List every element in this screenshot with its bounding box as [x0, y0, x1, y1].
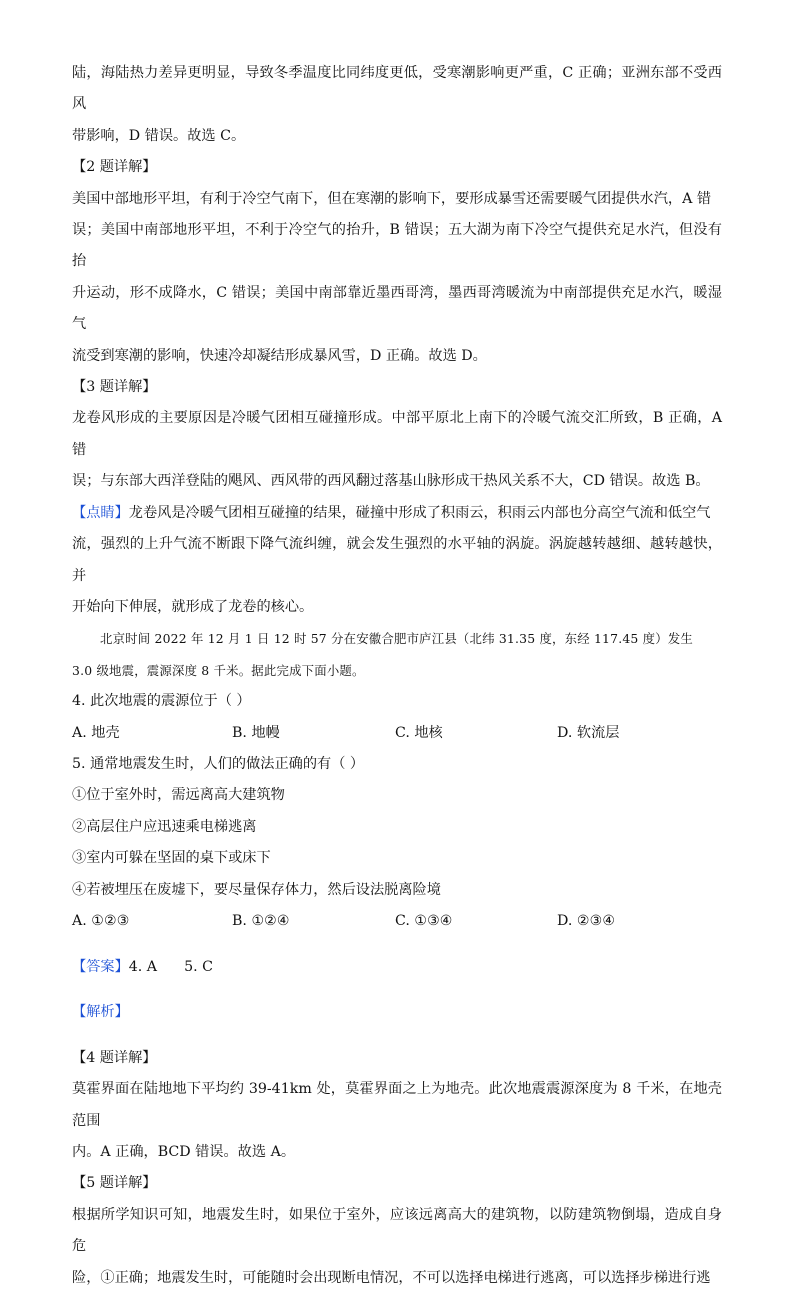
q4-option-b: B. 地幔 [232, 724, 280, 741]
text-line: 误；与东部大西洋登陆的飓风、西风带的西风翻过落基山脉形成干热风关系不大，CD 错误。故选 B。 [72, 473, 710, 490]
answer-text: 4. A 5. C [128, 958, 214, 975]
q4-detail-heading: 【4 题详解】 [72, 1049, 157, 1066]
dianjing-line [72, 498, 722, 529]
text-line: 莫霍界面在陆地地下平均约 39-41km 处，莫霍界面之上为地壳。此次地震震源深度为 8 千米，在地壳范围 [72, 1081, 722, 1129]
q5-option-c: C. ①③④ [395, 912, 453, 929]
text-line: 龙卷风形成的主要原因是冷暖气团相互碰撞形成。中部平原北上南下的冷暖气流交汇所致，B 正确，A 错 [72, 410, 722, 458]
answer-line [72, 952, 722, 983]
dianjing-label: 【点睛】 [72, 504, 129, 521]
q4-option-d: D. 软流层 [557, 724, 620, 741]
material-line: 3.0 级地震，震源深度 8 千米。据此完成下面小题。 [72, 662, 365, 678]
q4-option-a: A. 地壳 [72, 724, 120, 741]
q2-heading: 【2 题详解】 [72, 159, 157, 176]
q5-options [72, 906, 722, 937]
q4-options [72, 718, 722, 749]
text-line: 美国中部地形平坦，有利于冷空气南下，但在寒潮的影响下，要形成暴雪还需要暖气团提供水汽，A 错 [72, 190, 712, 207]
q5-detail-heading: 【5 题详解】 [72, 1175, 157, 1192]
q4-stem: 4. 此次地震的震源位于（ ） [72, 693, 251, 710]
analysis-label: 【解析】 [72, 1004, 129, 1021]
text-line: 根据所学知识可知，地震发生时，如果位于室外，应该远离高大的建筑物，以防建筑物倒塌，造成自身危 [72, 1206, 722, 1255]
text-line: 内。A 正确，BCD 错误。故选 A。 [72, 1143, 296, 1160]
text-line: 误；美国中南部地形平坦，不利于冷空气的抬升，B 错误；五大湖为南下冷空气提供充足水汽，但没有抬 [72, 222, 722, 270]
text-line: 流受到寒潮的影响，快速冷却凝结形成暴风雪，D 正确。故选 D。 [72, 347, 487, 364]
document-page [72, 58, 722, 1294]
q5-item: ④若被埋压在废墟下，要尽量保存体力，然后设法脱离险境 [72, 881, 441, 898]
q4-option-c: C. 地核 [395, 724, 443, 741]
text-line: 开始向下伸展，就形成了龙卷的核心。 [72, 598, 314, 615]
text-line: 险，①正确；地震发生时，可能随时会出现断电情况，不可以选择电梯进行逃离，可以选择步梯进行逃 [72, 1269, 711, 1286]
text-line: 带影响，D 错误。故选 C。 [72, 127, 246, 144]
q5-stem: 5. 通常地震发生时，人们的做法正确的有（ ） [72, 755, 365, 772]
dianjing-text: 龙卷风是冷暖气团相互碰撞的结果，碰撞中形成了积雨云，积雨云内部也分高空气流和低空气 [128, 504, 711, 521]
q5-option-b: B. ①②④ [232, 912, 290, 929]
text-line: 陆，海陆热力差异更明显，导致冬季温度比同纬度更低，受寒潮影响更严重，C 正确；亚洲东部不受西风 [72, 65, 722, 113]
text-line: 流，强烈的上升气流不断跟下降气流纠缠，就会发生强烈的水平轴的涡旋。涡旋越转越细、越转越快，并 [72, 536, 722, 584]
q5-item: ③室内可躲在坚固的桌下或床下 [72, 850, 271, 867]
q3-heading: 【3 题详解】 [72, 379, 157, 396]
q5-item: ②高层住户应迅速乘电梯逃离 [72, 818, 257, 835]
material-line: 北京时间 2022 年 12 月 1 日 12 时 57 分在安徽合肥市庐江县（北纬 31.35 度，东经 117.45 度）发生 [100, 631, 694, 647]
text-line: 升运动，形不成降水，C 错误；美国中南部靠近墨西哥湾，墨西哥湾暖流为中南部提供充足水汽，暖湿气 [72, 284, 722, 333]
q5-item: ①位于室外时，需远离高大建筑物 [72, 787, 285, 804]
answer-label: 【答案】 [72, 958, 129, 975]
q5-option-d: D. ②③④ [557, 912, 616, 929]
q5-option-a: A. ①②③ [72, 912, 130, 929]
